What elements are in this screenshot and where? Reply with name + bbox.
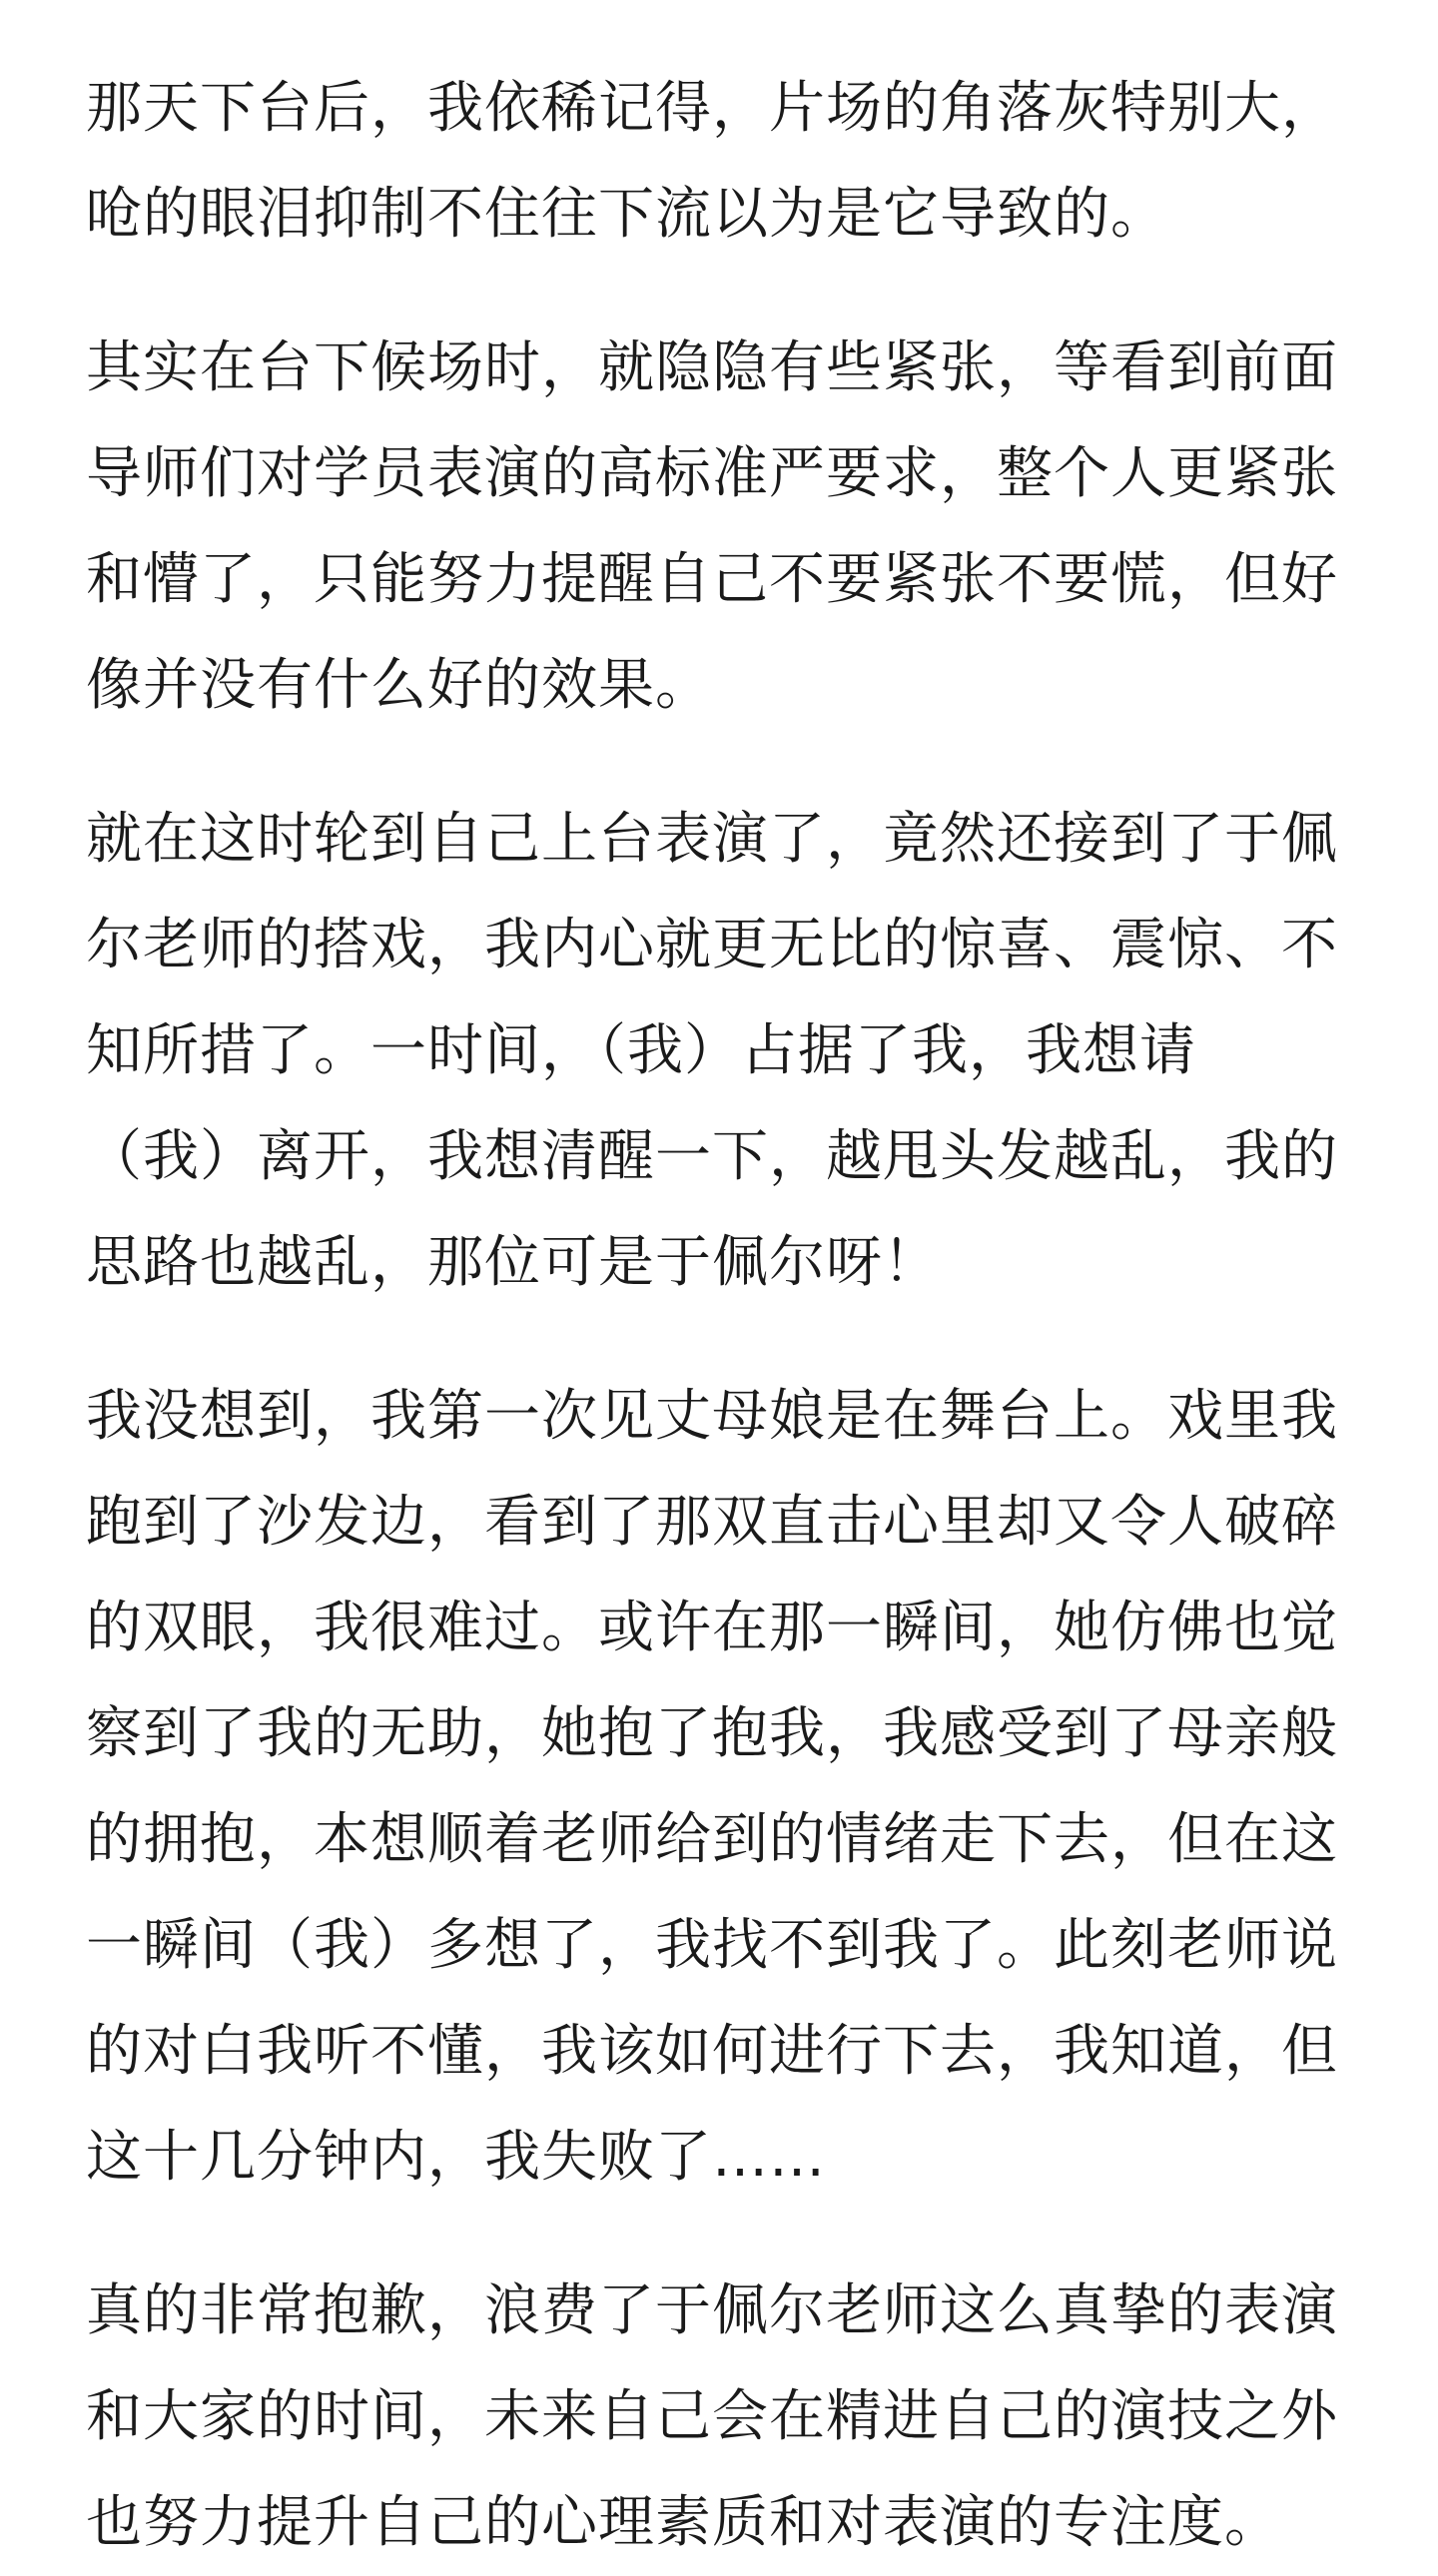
text-line: 和懵了，只能努力提醒自己不要紧张不要慌，但好 bbox=[86, 547, 1338, 612]
paragraph-5 bbox=[86, 2258, 1374, 2576]
paragraph-1 bbox=[86, 56, 1374, 268]
paragraph-4 bbox=[86, 1364, 1374, 2211]
text-line: 其实在台下候场时，就隐隐有些紧张，等看到前面 bbox=[86, 335, 1338, 400]
text-line: 尔老师的搭戏，我内心就更无比的惊喜、震惊、不 bbox=[86, 913, 1338, 977]
text-line: 的双眼，我很难过。或许在那一瞬间，她仿佛也觉 bbox=[86, 1596, 1338, 1660]
text-line: 那天下台后，我依稀记得，片场的角落灰特别大， bbox=[86, 76, 1338, 141]
paragraph-2 bbox=[86, 316, 1374, 739]
text-line: 思路也越乱，那位可是于佩尔呀！ bbox=[86, 1230, 940, 1295]
text-line: 的对白我听不懂，我该如何进行下去，我知道，但 bbox=[86, 2019, 1338, 2084]
text-line: 知所措了。一时间，（我）占据了我，我想请 bbox=[86, 1018, 1196, 1083]
text-line: 跑到了沙发边，看到了那双直击心里却又令人破碎 bbox=[86, 1490, 1338, 1555]
text-line: 真的非常抱歉，浪费了于佩尔老师这么真挚的表演 bbox=[86, 2278, 1338, 2343]
text-line: 我没想到，我第一次见丈母娘是在舞台上。戏里我 bbox=[86, 1384, 1338, 1449]
text-line: 一瞬间（我）多想了，我找不到我了。此刻老师说 bbox=[86, 1913, 1338, 1978]
text-line: 像并没有什么好的效果。 bbox=[86, 653, 712, 718]
text-line: 的拥抱，本想顺着老师给到的情绪走下去，但在这 bbox=[86, 1807, 1338, 1872]
text-line: （我）离开，我想清醒一下，越甩头发越乱，我的 bbox=[86, 1124, 1338, 1189]
article-body bbox=[86, 56, 1374, 2576]
text-line: 这十几分钟内，我失败了…… bbox=[86, 2125, 826, 2190]
text-line: 导师们对学员表演的高标准严要求，整个人更紧张 bbox=[86, 441, 1338, 506]
text-line: 察到了我的无助，她抱了抱我，我感受到了母亲般 bbox=[86, 1701, 1338, 1766]
paragraph-3 bbox=[86, 787, 1374, 1316]
text-line: 呛的眼泪抑制不住往下流以为是它导致的。 bbox=[86, 182, 1167, 247]
text-line: 就在这时轮到自己上台表演了，竟然还接到了于佩 bbox=[86, 807, 1338, 872]
text-line: 也努力提升自己的心理素质和对表演的专注度。 bbox=[86, 2490, 1281, 2555]
text-line: 和大家的时间，未来自己会在精进自己的演技之外 bbox=[86, 2384, 1338, 2449]
